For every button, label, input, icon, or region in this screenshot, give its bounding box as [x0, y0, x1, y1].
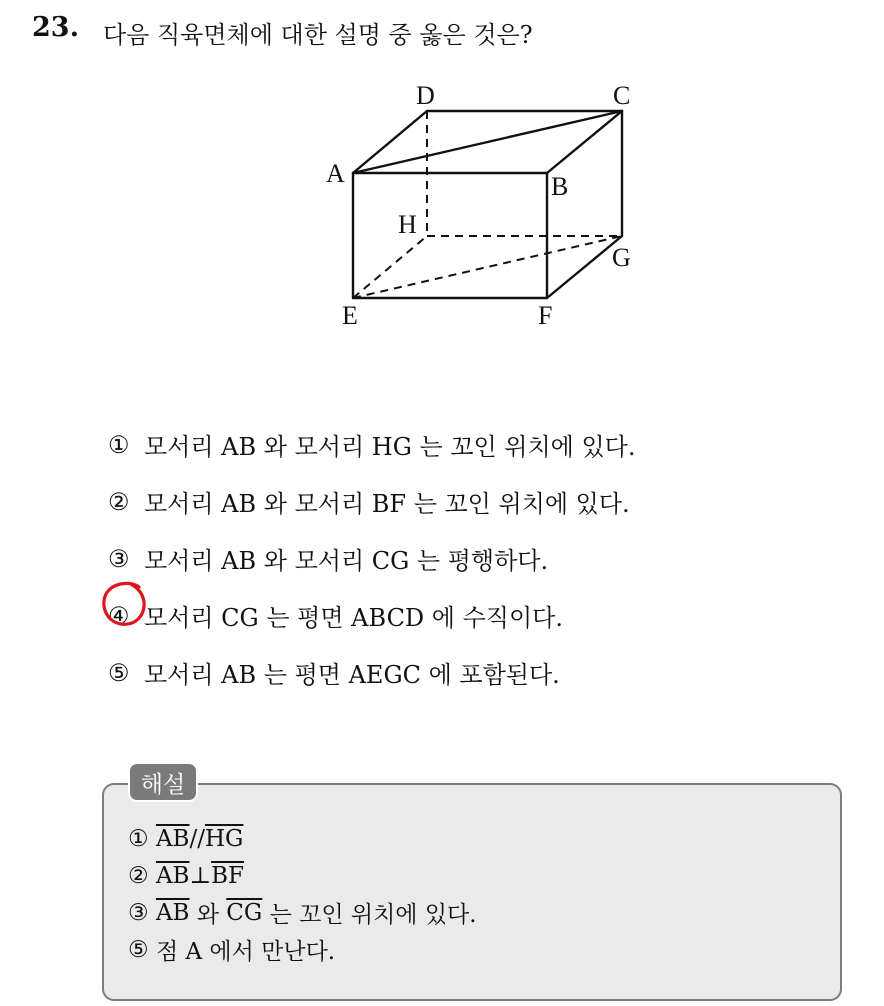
- solution-mark: ⑤: [128, 936, 149, 963]
- question-number: 23.: [32, 12, 79, 43]
- relation-symbol: //: [189, 825, 205, 852]
- vertex-label-D: D: [416, 81, 435, 110]
- choice-text: 모서리 AB 와 모서리 HG 는 꼬인 위치에 있다.: [144, 433, 636, 461]
- solution-mark: ①: [128, 825, 149, 852]
- vertex-label-F: F: [538, 301, 553, 330]
- choice-4[interactable]: [108, 587, 636, 644]
- choice-text: 모서리 AB 와 모서리 CG 는 평행하다.: [144, 547, 549, 575]
- choice-text: 모서리 CG 는 평면 ABCD 에 수직이다.: [144, 604, 563, 632]
- cuboid-figure: [320, 78, 660, 334]
- answer-circle-mark: [101, 580, 149, 628]
- choice-mark: ②: [108, 487, 130, 516]
- choice-text: 모서리 AB 는 평면 AEGC 에 포함된다.: [144, 661, 560, 689]
- choice-2[interactable]: [108, 473, 636, 530]
- vertex-label-G: G: [612, 243, 631, 272]
- solution-lines: [128, 820, 477, 968]
- solution-line-2: [128, 857, 477, 894]
- edge-FG: [547, 236, 622, 298]
- choice-1[interactable]: [108, 416, 636, 473]
- solution-mark: ②: [128, 862, 149, 889]
- diagonal-EG: [353, 236, 622, 298]
- segment-label: $\overline{AB}$: [155, 899, 190, 926]
- solution-tag: 해설: [128, 762, 198, 802]
- segment-label: $\overline{HG}$: [204, 825, 244, 852]
- solution-line-3: [128, 894, 477, 931]
- segment-label: $\overline{AB}$: [155, 825, 190, 852]
- vertex-label-E: E: [342, 301, 358, 330]
- relation-symbol: ⊥: [189, 862, 212, 889]
- choice-mark: ⑤: [108, 658, 130, 687]
- vertex-label-C: C: [613, 81, 631, 110]
- choice-5[interactable]: [108, 644, 636, 701]
- solution-mark: ③: [128, 899, 149, 926]
- relation-symbol: 와: [189, 902, 227, 928]
- edge-EH: [353, 236, 427, 298]
- segment-label: $\overline{AB}$: [155, 862, 190, 889]
- vertex-label-H: H: [398, 210, 417, 239]
- question-text: 다음 직육면체에 대한 설명 중 옳은 것은?: [103, 21, 533, 49]
- solution-text: 는 꼬인 위치에 있다.: [262, 902, 477, 928]
- vertex-label-A: A: [326, 159, 345, 188]
- choice-text: 모서리 AB 와 모서리 BF 는 꼬인 위치에 있다.: [144, 490, 630, 518]
- choice-list: [108, 416, 636, 701]
- choice-mark: ③: [108, 544, 130, 573]
- choice-mark: ①: [108, 430, 130, 459]
- solution-line-1: [128, 820, 477, 857]
- vertex-label-B: B: [551, 172, 569, 201]
- choice-3[interactable]: [108, 530, 636, 587]
- choice-mark: ④: [108, 601, 130, 630]
- segment-label: $\overline{BF}$: [211, 862, 244, 889]
- solution-line-4: [128, 931, 477, 968]
- solution-text: 점 A 에서 만난다.: [155, 939, 336, 965]
- segment-label: $\overline{CG}$: [226, 899, 263, 926]
- diagonal-AC: [353, 111, 622, 173]
